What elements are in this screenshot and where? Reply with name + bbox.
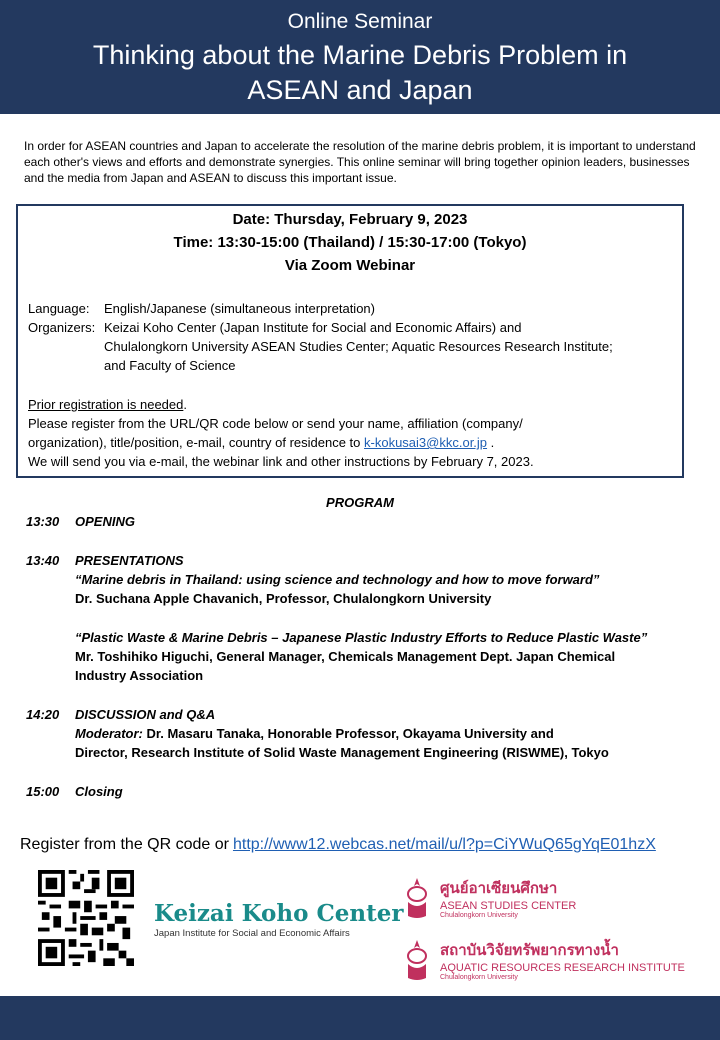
closing-label: Closing [75, 784, 123, 799]
prior-registration-period: . [183, 397, 187, 412]
discussion-label: DISCUSSION and Q&A [75, 707, 216, 722]
presentations-label: PRESENTATIONS [75, 553, 184, 568]
register-line3: We will send you via e-mail, the webinar link and other instructions by February 7, 2023. [28, 454, 534, 469]
keizai-koho-center-logo [154, 900, 404, 939]
seminar-subtitle: Online Seminar [287, 10, 433, 33]
arri-thai-name: สถาบันวิจัยทรัพยากรทางน้ำ [440, 942, 619, 959]
seminar-title-line1: Thinking about the Marine Debris Problem in [92, 40, 628, 70]
asean-studies-center-logo [402, 876, 576, 920]
qr-code-icon[interactable] [38, 870, 134, 966]
presentations-time: 13:40 [26, 553, 60, 568]
program-title: PROGRAM [326, 495, 394, 510]
presentation1-speaker: Dr. Suchana Apple Chavanich, Professor, Chulalongkorn University [75, 591, 492, 606]
opening-label: OPENING [75, 514, 135, 529]
event-time: Time: 13:30-15:00 (Thailand) / 15:30-17:00 (Tokyo) [173, 234, 527, 251]
opening-time: 13:30 [26, 514, 60, 529]
moderator-line2: Director, Research Institute of Solid Waste Management Engineering (RISWME), Tokyo [75, 745, 609, 760]
presentation2-title: “Plastic Waste & Marine Debris – Japanese Plastic Industry Efforts to Reduce Plastic Waste” [75, 630, 648, 645]
register-line2-text: organization), title/position, e-mail, country of residence to [28, 435, 365, 450]
language-row [28, 301, 375, 316]
closing-time: 15:00 [26, 784, 60, 799]
footer-bar [0, 996, 720, 1040]
contact-email-link[interactable]: k-kokusai3@kkc.or.jp [364, 435, 488, 450]
prior-registration-notice: Prior registration is needed [28, 397, 184, 412]
moderator-line1 [75, 726, 554, 741]
chulalongkorn-emblem-icon [402, 876, 432, 920]
discussion-time: 14:20 [26, 707, 60, 722]
kkc-name: Keizai Koho Center [154, 900, 404, 927]
organizers-line2: Chulalongkorn University ASEAN Studies Center; Aquatic Resources Research Institute; [104, 339, 613, 354]
asean-center-english-name: ASEAN STUDIES CENTER [440, 900, 577, 912]
seminar-title-line2: ASEAN and Japan [247, 75, 473, 105]
language-value: English/Japanese (simultaneous interpretation) [104, 301, 375, 316]
register-line2-end: . [487, 435, 495, 450]
event-platform: Via Zoom Webinar [284, 257, 416, 274]
intro-paragraph: In order for ASEAN countries and Japan to accelerate the resolution of the marine debris problem, it is important to understand each other's views and efforts and demonstrate synergies. This online seminar will bring together opinion leaders, businesses and the media from Japan and ASEAN to discuss this important issue. [24, 139, 696, 185]
prior-registration-row [28, 397, 187, 412]
organizers-row [28, 320, 521, 335]
arri-university: Chulalongkorn University [440, 974, 518, 981]
asean-center-university: Chulalongkorn University [440, 912, 518, 919]
details-box [16, 204, 684, 478]
aquatic-resources-institute-logo [402, 938, 685, 982]
presentation2-speaker-line2: Industry Association [75, 668, 204, 683]
kkc-tagline: Japan Institute for Social and Economic Affairs [154, 928, 350, 939]
register-line2 [28, 435, 494, 450]
register-text: Register from the QR code or [20, 836, 229, 853]
asean-center-thai-name: ศูนย์อาเซียนศึกษา [440, 880, 558, 897]
moderator-label: Moderator: [75, 726, 143, 741]
chulalongkorn-emblem-icon [402, 938, 432, 982]
presentation2-speaker-line1: Mr. Toshihiko Higuchi, General Manager, Chemicals Management Dept. Japan Chemical [75, 649, 616, 664]
register-line [20, 836, 656, 854]
language-label: Language: [28, 301, 90, 316]
arri-english-name: AQUATIC RESOURCES RESEARCH INSTITUTE [440, 962, 685, 974]
organizers-label: Organizers: [28, 320, 96, 335]
header-banner [0, 0, 720, 114]
moderator-name: Dr. Masaru Tanaka, Honorable Professor, Okayama University and [142, 726, 554, 741]
register-line1: Please register from the URL/QR code below or send your name, affiliation (company/ [28, 416, 523, 431]
organizers-line1: Keizai Koho Center (Japan Institute for Social and Economic Affairs) and [104, 320, 522, 335]
registration-url-link[interactable]: http://www12.webcas.net/mail/u/l?p=CiYWuQ65gYqE01hzX [232, 836, 656, 853]
event-date: Date: Thursday, February 9, 2023 [232, 211, 468, 228]
presentation1-title: “Marine debris in Thailand: using science and technology and how to move forward” [75, 572, 600, 587]
organizers-line3: and Faculty of Science [104, 358, 236, 373]
